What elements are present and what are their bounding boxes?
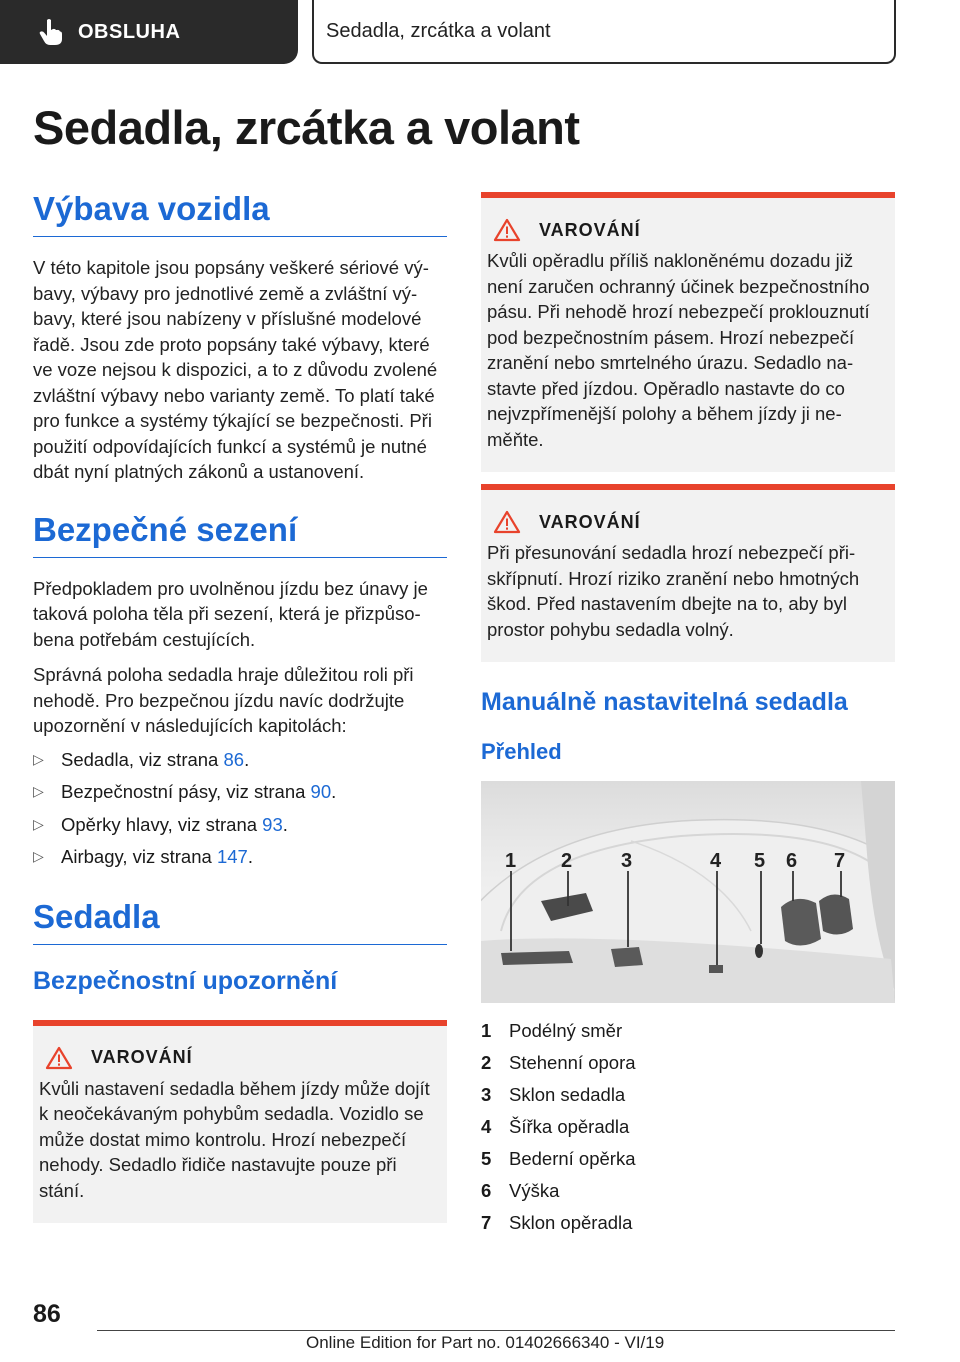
- warning-triangle-icon: [493, 218, 521, 242]
- page-link[interactable]: 93: [262, 813, 283, 835]
- figure-label: 4: [710, 850, 722, 872]
- page-link[interactable]: 90: [310, 781, 332, 802]
- warning-text: Kvůli nastavení sedadla během jízdy může dojít k neočekávaným pohybům sedadla. Vozidlo se může dostat mimo kontrolu. Hrozí nebezpečí nehody. Sedadlo řidiče nastavujte pouze při stání.: [39, 1077, 430, 1201]
- triangle-bullet-icon: ▷: [33, 750, 44, 767]
- figure-legend: [481, 1015, 895, 1239]
- page-header: [0, 0, 960, 66]
- legend-item: 7 Sklon opěradla: [481, 1212, 633, 1233]
- cross-reference-list: [33, 747, 447, 870]
- heading-bezpecne: Bezpečné sezení: [33, 511, 447, 558]
- triangle-bullet-icon: ▷: [33, 783, 44, 799]
- heading-bezpecnostni-upozorneni: Bezpečnostní upozornění: [33, 966, 338, 995]
- warning-title: VAROVÁNÍ: [91, 1047, 193, 1067]
- triangle-bullet-icon: ▷: [33, 848, 44, 864]
- chapter-tab[interactable]: Sedadla, zrcátka a volant: [312, 0, 896, 64]
- figure-label: 7: [834, 850, 846, 872]
- legend-item: 5 Bederní opěrka: [481, 1148, 636, 1169]
- warning-triangle-icon: [493, 510, 521, 534]
- page-link[interactable]: 86: [223, 748, 245, 770]
- footer-edition: Online Edition for Part no. 01402666340 - VI/19: [306, 1333, 665, 1352]
- seat-illustration: [481, 781, 895, 1003]
- legend-item: 2 Stehenní opora: [481, 1052, 636, 1073]
- footer-divider: [97, 1330, 895, 1331]
- legend-item: 6 Výška: [481, 1180, 560, 1201]
- warning-box: [33, 1020, 447, 1224]
- left-column: [33, 190, 447, 1223]
- vybava-text: V této kapitole jsou popsány veškeré sériové vý-bavy, výbavy pro jednotlivé země a zvláštní vý-bavy, které jsou nabízeny v příslušné modelové řadě. Jsou zde proto popsány také výbavy, které ve voze nejsou k dispozici, a to z důvodu zvolené zvláštní výbavy nebo varianty země. To platí také pro funkce a systémy týkající se bezpečnosti. Při použití odpovídajících funkcí a systémů je nutné dbát nyní platných zákonů a ustanovení.: [33, 257, 438, 482]
- figure-label: 2: [561, 850, 573, 872]
- heading-manualne-nastavitelna: Manuálně nastavitelná sedadla: [481, 688, 848, 716]
- page-title: Sedadla, zrcátka a volant: [33, 101, 580, 154]
- figure-label: 6: [786, 850, 798, 872]
- page-number: 86: [33, 1300, 61, 1328]
- heading-vybava: Výbava vozidla: [33, 190, 447, 237]
- list-item: ▷ Bezpečnostní pásy, viz strana 90.: [33, 779, 447, 805]
- legend-item: 3 Sklon sedadla: [481, 1084, 626, 1105]
- list-item: ▷ Airbagy, viz strana 147.: [33, 844, 447, 870]
- seat-controls-figure: [481, 781, 895, 1003]
- warning-title: VAROVÁNÍ: [539, 219, 641, 240]
- page-link[interactable]: 147: [216, 846, 248, 867]
- hand-pointer-icon: [38, 18, 64, 46]
- warning-text: Kvůli opěradlu příliš nakloněnému dozadu již není zaručen ochranný účinek bezpečnostního pásu. Při nehodě hrozí nebezpečí proklouznutí pod bezpečnostním pásem. Hrozí nebezpečí zranění nebo smrtelného úrazu. Sedadlo na-stavte před jízdou. Opěradlo nastavte do co nejvzpřímenější polohy a během jízdy ji ne-měňte.: [487, 250, 870, 450]
- section-label: OBSLUHA: [78, 20, 181, 43]
- figure-label: 3: [621, 850, 633, 872]
- warning-text: Při přesunování sedadla hrozí nebezpečí při-skřípnutí. Hrozí riziko zranění nebo hmotných škod. Před nastavením dbejte na to, aby byl prostor pohybu sedadla volný.: [487, 542, 860, 640]
- warning-triangle-icon: [45, 1046, 73, 1070]
- figure-label: 1: [505, 850, 517, 872]
- triangle-bullet-icon: ▷: [33, 815, 44, 832]
- legend-item: 1 Podélný směr: [481, 1020, 623, 1041]
- warning-box: [481, 192, 895, 472]
- heading-sedadla: Sedadla: [33, 898, 447, 945]
- list-item: ▷ Sedadla, viz strana 86.: [33, 747, 447, 773]
- heading-prehled: Přehled: [481, 739, 562, 764]
- warning-title: VAROVÁNÍ: [539, 511, 641, 532]
- list-item: ▷ Opěrky hlavy, viz strana 93.: [33, 812, 447, 838]
- section-tab[interactable]: [0, 0, 298, 64]
- right-column: [481, 192, 895, 1239]
- legend-item: 4 Šířka opěradla: [481, 1116, 630, 1137]
- bezpecne-p2: Správná poloha sedadla hraje důležitou roli při nehodě. Pro bezpečnou jízdu navíc dodržujte upozornění v následujících kapitolách:: [33, 664, 414, 736]
- figure-label: 5: [754, 850, 766, 872]
- warning-box: [481, 484, 895, 662]
- bezpecne-p1: Předpokladem pro uvolněnou jízdu bez únavy je taková poloha těla při sezení, která je přizpůso-bena potřebám cestujících.: [33, 577, 428, 650]
